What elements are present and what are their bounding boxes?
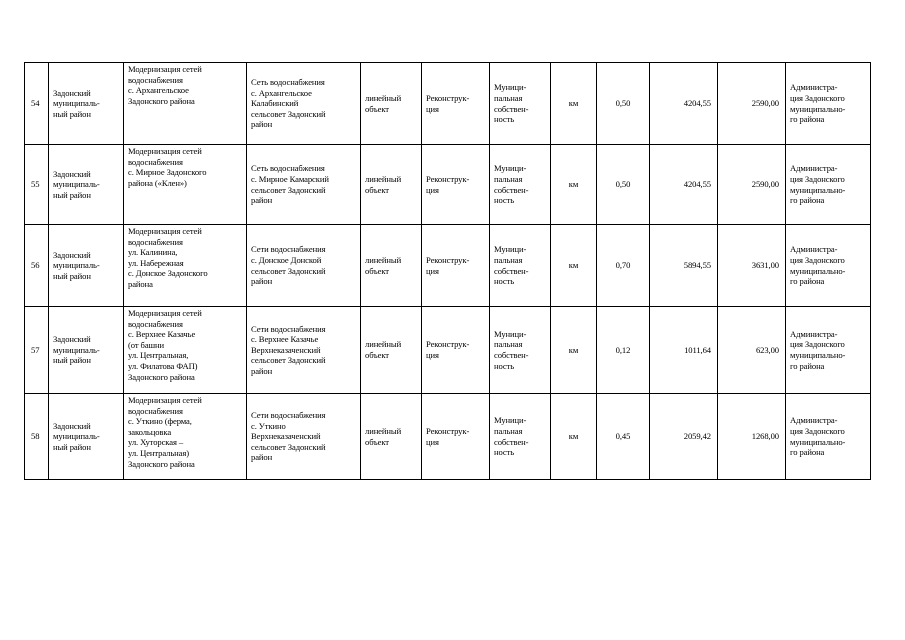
object-type-cell: линейный объект bbox=[361, 225, 422, 307]
administration-cell: Администра- ция Задонского муниципально- го района bbox=[786, 394, 871, 480]
length-cell: 0,70 bbox=[597, 225, 650, 307]
cost-cell: 4204,55 bbox=[650, 63, 718, 145]
district-cell: Задонский муниципаль- ный район bbox=[49, 307, 124, 394]
cost-cell: 2059,42 bbox=[650, 394, 718, 480]
table-body bbox=[25, 63, 871, 480]
project-title-cell: Модернизация сетей водоснабжения с. Верхнее Казачье (от башни ул. Центральная, ул. Филатова ФАП) Задонского района bbox=[124, 307, 247, 394]
network-cell: Сети водоснабжения с. Верхнее Казачье Верхнеказаченский сельсовет Задонский район bbox=[247, 307, 361, 394]
ownership-cell: Муници- пальная собствен- ность bbox=[490, 63, 551, 145]
network-cell: Сеть водоснабжения с. Архангельское Калабинский сельсовет Задонский район bbox=[247, 63, 361, 145]
row-number-cell: 56 bbox=[25, 225, 49, 307]
district-cell: Задонский муниципаль- ный район bbox=[49, 63, 124, 145]
unit-cell: км bbox=[551, 307, 597, 394]
amount-cell: 3631,00 bbox=[718, 225, 786, 307]
project-title-cell: Модернизация сетей водоснабжения ул. Калинина, ул. Набережная с. Донское Задонского района bbox=[124, 225, 247, 307]
network-cell: Сети водоснабжения с. Донское Донской сельсовет Задонский район bbox=[247, 225, 361, 307]
object-type-cell: линейный объект bbox=[361, 394, 422, 480]
work-type-cell: Реконструк- ция bbox=[422, 63, 490, 145]
table-row bbox=[25, 394, 871, 480]
unit-cell: км bbox=[551, 225, 597, 307]
ownership-cell: Муници- пальная собствен- ность bbox=[490, 145, 551, 225]
ownership-cell: Муници- пальная собствен- ность bbox=[490, 225, 551, 307]
object-type-cell: линейный объект bbox=[361, 63, 422, 145]
administration-cell: Администра- ция Задонского муниципально- го района bbox=[786, 145, 871, 225]
cost-cell: 5894,55 bbox=[650, 225, 718, 307]
length-cell: 0,50 bbox=[597, 63, 650, 145]
object-type-cell: линейный объект bbox=[361, 145, 422, 225]
work-type-cell: Реконструк- ция bbox=[422, 145, 490, 225]
length-cell: 0,12 bbox=[597, 307, 650, 394]
amount-cell: 623,00 bbox=[718, 307, 786, 394]
table-row bbox=[25, 307, 871, 394]
row-number-cell: 57 bbox=[25, 307, 49, 394]
table-row bbox=[25, 145, 871, 225]
network-cell: Сеть водоснабжения с. Мирное Камарский сельсовет Задонский район bbox=[247, 145, 361, 225]
network-cell: Сети водоснабжения с. Уткино Верхнеказаченский сельсовет Задонский район bbox=[247, 394, 361, 480]
project-title-cell: Модернизация сетей водоснабжения с. Архангельское Задонского района bbox=[124, 63, 247, 145]
amount-cell: 2590,00 bbox=[718, 63, 786, 145]
work-type-cell: Реконструк- ция bbox=[422, 307, 490, 394]
table-row bbox=[25, 63, 871, 145]
projects-table bbox=[24, 62, 871, 480]
district-cell: Задонский муниципаль- ный район bbox=[49, 145, 124, 225]
administration-cell: Администра- ция Задонского муниципально- го района bbox=[786, 307, 871, 394]
cost-cell: 1011,64 bbox=[650, 307, 718, 394]
length-cell: 0,45 bbox=[597, 394, 650, 480]
row-number-cell: 55 bbox=[25, 145, 49, 225]
district-cell: Задонский муниципаль- ный район bbox=[49, 394, 124, 480]
administration-cell: Администра- ция Задонского муниципально- го района bbox=[786, 63, 871, 145]
project-title-cell: Модернизация сетей водоснабжения с. Уткино (ферма, закольцовка ул. Хуторская – ул. Центральная) Задонского района bbox=[124, 394, 247, 480]
cost-cell: 4204,55 bbox=[650, 145, 718, 225]
ownership-cell: Муници- пальная собствен- ность bbox=[490, 307, 551, 394]
amount-cell: 1268,00 bbox=[718, 394, 786, 480]
district-cell: Задонский муниципаль- ный район bbox=[49, 225, 124, 307]
amount-cell: 2590,00 bbox=[718, 145, 786, 225]
object-type-cell: линейный объект bbox=[361, 307, 422, 394]
work-type-cell: Реконструк- ция bbox=[422, 394, 490, 480]
length-cell: 0,50 bbox=[597, 145, 650, 225]
project-title-cell: Модернизация сетей водоснабжения с. Мирное Задонского района («Клен») bbox=[124, 145, 247, 225]
unit-cell: км bbox=[551, 145, 597, 225]
unit-cell: км bbox=[551, 394, 597, 480]
row-number-cell: 58 bbox=[25, 394, 49, 480]
administration-cell: Администра- ция Задонского муниципально- го района bbox=[786, 225, 871, 307]
unit-cell: км bbox=[551, 63, 597, 145]
work-type-cell: Реконструк- ция bbox=[422, 225, 490, 307]
row-number-cell: 54 bbox=[25, 63, 49, 145]
ownership-cell: Муници- пальная собствен- ность bbox=[490, 394, 551, 480]
table-row bbox=[25, 225, 871, 307]
